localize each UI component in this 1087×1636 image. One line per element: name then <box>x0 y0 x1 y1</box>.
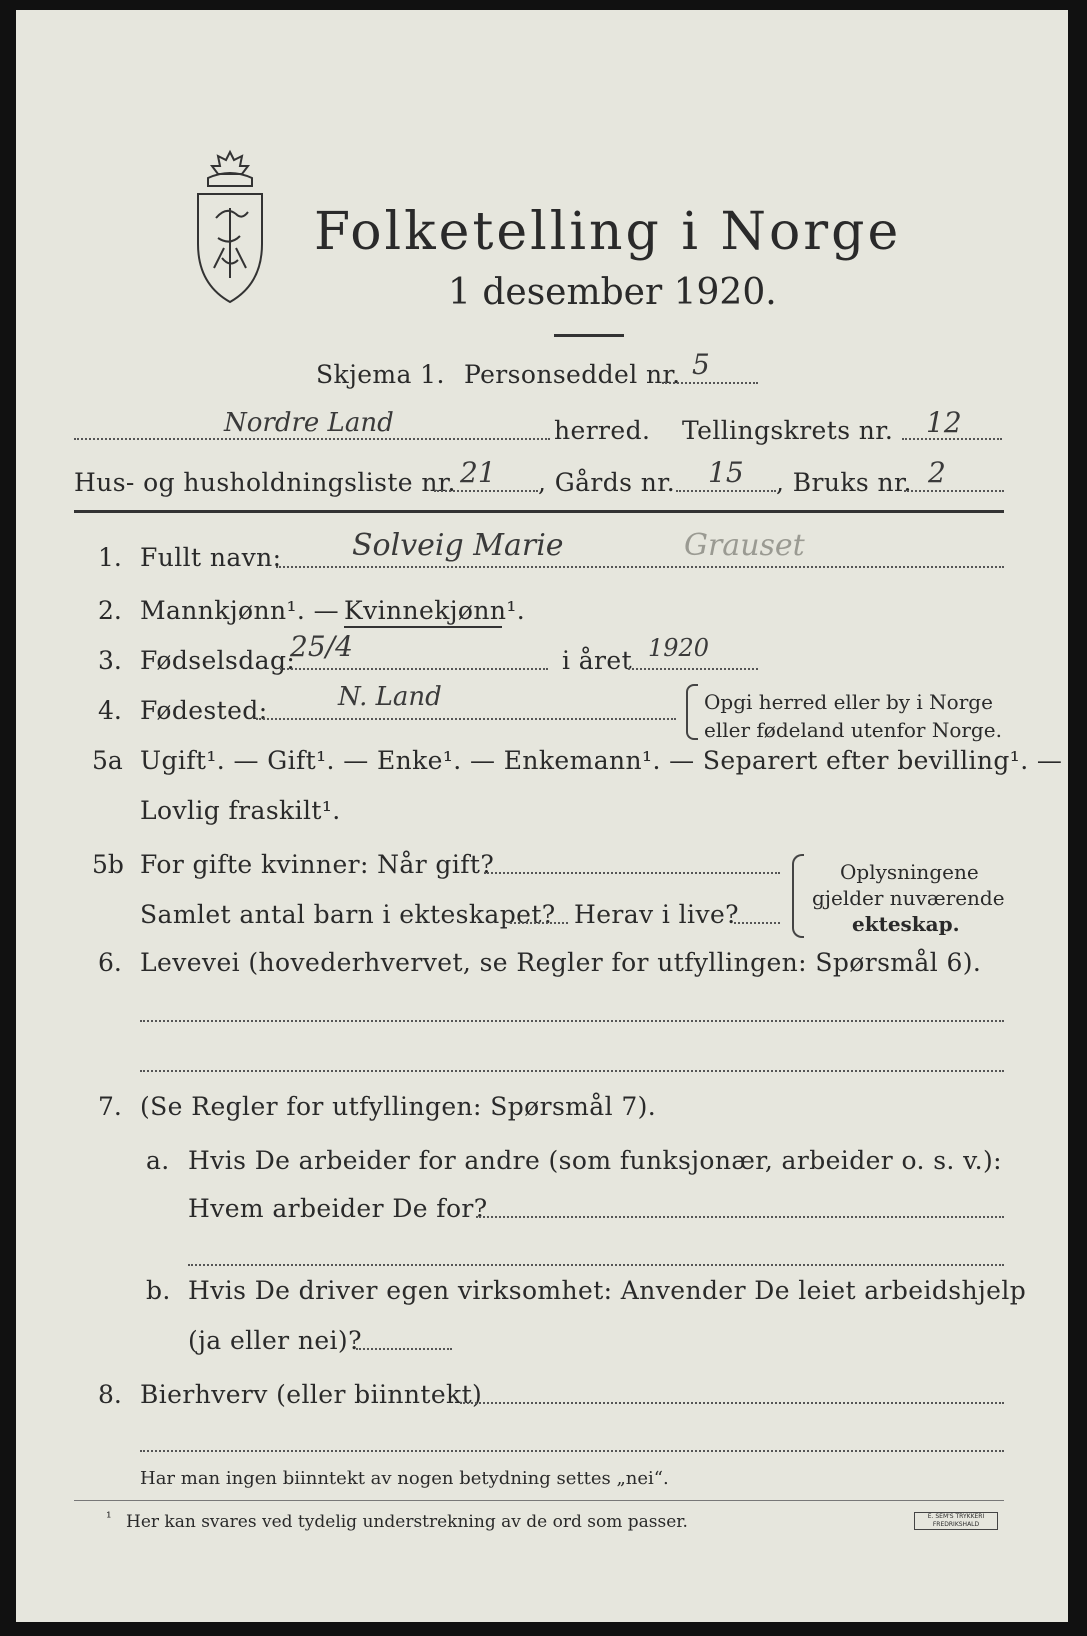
q6-text: Levevei (hovederhvervet, se Regler for utfyllingen: Spørsmål 6). <box>140 948 982 977</box>
q5b-children-living: Herav i live? <box>574 900 739 929</box>
q2-option-male: Mannkjønn¹. — <box>140 596 339 625</box>
q7a-letter: a. <box>146 1146 170 1175</box>
q1-label: Fullt navn: <box>140 543 282 572</box>
q7b-letter: b. <box>146 1276 171 1305</box>
gards-label: , Gårds nr. <box>538 468 676 497</box>
footnote-text: Her kan svares ved tydelig understrekning av de ord som passer. <box>126 1512 688 1532</box>
q5b-note-line2: gjelder nuværende <box>812 886 1005 910</box>
bruks-label: , Bruks nr. <box>776 468 912 497</box>
q5b-children-total: Samlet antal barn i ekteskapet? <box>140 900 556 929</box>
q5b-number: 5b <box>92 850 124 879</box>
q3-year-label: i året <box>562 646 633 675</box>
bruks-value: 2 <box>928 456 946 489</box>
q3-year-value: 1920 <box>648 634 710 662</box>
q7-number: 7. <box>98 1092 122 1121</box>
q1-number: 1. <box>98 543 122 572</box>
gards-value: 15 <box>708 456 744 489</box>
footnote-mark: ¹ <box>106 1510 112 1526</box>
q3-birthday-value: 25/4 <box>290 630 353 663</box>
q7a-text: Hvis De arbeider for andre (som funksjonær, arbeider o. s. v.): <box>188 1146 1003 1175</box>
q3-number: 3. <box>98 646 122 675</box>
q4-number: 4. <box>98 696 122 725</box>
q5a-number: 5a <box>92 746 123 775</box>
q3-label: Fødselsdag: <box>140 646 296 675</box>
q4-label: Fødested: <box>140 696 268 725</box>
q4-note-line1: Opgi herred eller by i Norge <box>704 690 993 714</box>
q8-number: 8. <box>98 1380 122 1409</box>
title-divider <box>554 334 624 337</box>
census-form <box>16 10 1068 1622</box>
q2-number: 2. <box>98 596 122 625</box>
hus-label: Hus- og husholdningsliste nr. <box>74 468 456 497</box>
q1-surname-value: Grauset <box>684 528 805 563</box>
q7b-text: Hvis De driver egen virksomhet: Anvender De leiet arbeidshjelp <box>188 1276 1027 1305</box>
printer-stamp: E. SEM'S TRYKKERI FREDRIKSHALD <box>914 1512 998 1530</box>
skjema-label: Skjema 1. <box>316 360 445 389</box>
footer-rule <box>74 1500 1004 1501</box>
tellingskrets-value: 12 <box>926 406 962 439</box>
q5a-options-line2: Lovlig fraskilt¹. <box>140 796 341 825</box>
q6-number: 6. <box>98 948 122 977</box>
q4-birthplace-value: N. Land <box>338 682 442 712</box>
tellingskrets-label: Tellingskrets nr. <box>682 416 894 445</box>
herred-value: Nordre Land <box>224 408 394 438</box>
form-title: Folketelling i Norge <box>314 202 902 262</box>
q2-underline <box>344 626 502 628</box>
q4-note-line2: eller fødeland utenfor Norge. <box>704 718 1002 742</box>
q8-note: Har man ingen biinntekt av nogen betydning settes „nei“. <box>140 1468 669 1489</box>
q7-text: (Se Regler for utfyllingen: Spørsmål 7). <box>140 1092 657 1121</box>
q7a-employer-label: Hvem arbeider De for? <box>188 1194 488 1223</box>
q4-brace <box>686 684 698 740</box>
hus-value: 21 <box>460 456 496 489</box>
personseddel-label: Personseddel nr. <box>464 360 681 389</box>
header-rule <box>74 510 1004 513</box>
q5b-brace <box>792 854 804 938</box>
census-date: 1 desember 1920. <box>448 272 777 313</box>
q5b-note-line1: Oplysningene <box>840 860 979 884</box>
q2-option-female: Kvinnekjønn¹. <box>344 596 526 625</box>
q1-name-value: Solveig Marie <box>352 528 564 563</box>
personseddel-value: 5 <box>692 348 710 381</box>
q5a-options: Ugift¹. — Gift¹. — Enke¹. — Enkemann¹. — Separert efter bevilling¹. — <box>140 746 1063 775</box>
q5b-married-when: For gifte kvinner: Når gift? <box>140 850 495 879</box>
herred-label: herred. <box>554 416 651 445</box>
norwegian-coat-of-arms <box>188 148 272 308</box>
q7b-yes-no-label: (ja eller nei)? <box>188 1326 362 1355</box>
q8-text: Bierhverv (eller biinntekt) <box>140 1380 483 1409</box>
q5b-note-line3: ekteskap. <box>852 912 960 936</box>
